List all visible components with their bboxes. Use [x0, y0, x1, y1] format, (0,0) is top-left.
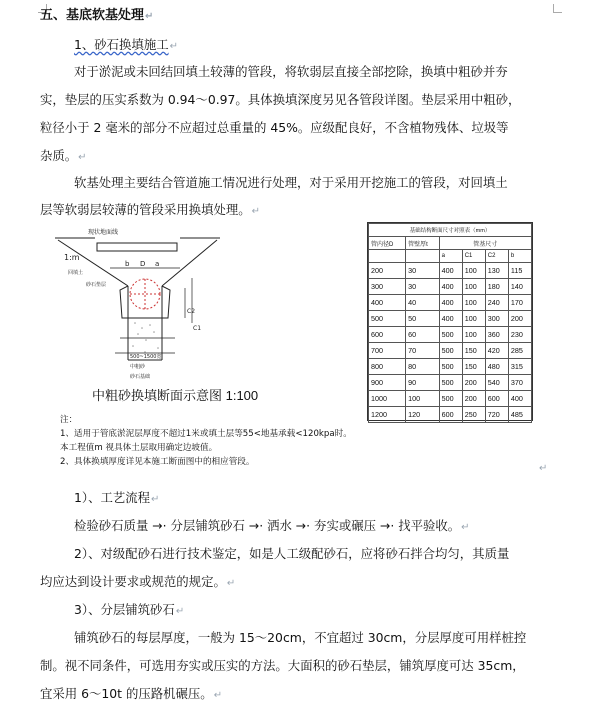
table-cell: 360 — [485, 327, 508, 343]
table-cell: 300 — [485, 311, 508, 327]
table-cell: 400 — [439, 295, 462, 311]
table-cell: 500 — [369, 311, 406, 327]
table-cell: 400 — [369, 295, 406, 311]
table-cell: 70 — [406, 343, 440, 359]
table-header-cell: 管基尺寸 — [439, 237, 531, 250]
table-cell: 80 — [406, 359, 440, 375]
label-ground: 现状地面线 — [88, 229, 119, 236]
table-cell: 150 — [462, 343, 485, 359]
para3-line3: 宜采用 6～10t 的压路机碾压。↵ — [40, 686, 223, 701]
table-cell: 100 — [462, 327, 485, 343]
para1-line1: 对于淤泥或未回结回填土较薄的管段，将软弱层直接全部挖除，换填中粗砂并夯 — [74, 64, 508, 79]
table-cell: 420 — [485, 343, 508, 359]
sub-title-sand-replacement: 1、砂石换填施工↵ — [74, 37, 179, 52]
process-title: 1）、工艺流程↵ — [74, 490, 160, 505]
table-header-cell: C1 — [462, 250, 485, 263]
table-header-cell — [369, 250, 406, 263]
table-cell: 315 — [508, 359, 531, 375]
table-cell: 300 — [369, 279, 406, 295]
table-cell: 100 — [406, 391, 440, 407]
table-cell: 400 — [439, 263, 462, 279]
table-header-cell — [406, 250, 440, 263]
table-cell: 50 — [406, 311, 440, 327]
label-sand: 砂石垫层 — [86, 282, 107, 288]
table-cell: 200 — [462, 391, 485, 407]
table-cell: 500 — [439, 391, 462, 407]
label-width: 500~1500宽 — [130, 354, 162, 360]
table-cell: 285 — [508, 343, 531, 359]
label-gravel: 砂石基础 — [130, 374, 151, 380]
table-cell: 30 — [406, 279, 440, 295]
table-cell: 600 — [485, 391, 508, 407]
table-cell: 100 — [462, 263, 485, 279]
label-medium-sand: 中粗砂 — [130, 364, 146, 370]
table-row — [369, 295, 532, 311]
table-cell: 115 — [508, 263, 531, 279]
table-cell: 100 — [462, 279, 485, 295]
table-row — [369, 407, 532, 423]
table-cell: 180 — [485, 279, 508, 295]
para1-line2: 实，垫层的压实系数为 0.94～0.97。具体换填深度另见各管段详图。垫层采用中粗砂， — [40, 92, 521, 107]
item2-line1: 2）、对级配砂石进行技术鉴定，如是人工级配砂石，应将砂石拌合均匀，其质量 — [74, 546, 510, 561]
table-cell: 500 — [439, 375, 462, 391]
para2-line1: 软基处理主要结合管道施工情况进行处理，对于采用开挖施工的管段，对回填土 — [74, 175, 508, 190]
table-cell: 600 — [369, 327, 406, 343]
table-row — [369, 311, 532, 327]
table-cell: 600 — [439, 407, 462, 423]
table-cell: 40 — [406, 295, 440, 311]
table-cell: 370 — [508, 375, 531, 391]
note-1: 1、适用于管底淤泥层厚度不超过1米或填土层等55<地基承载<120kpa时。 — [60, 429, 352, 439]
para3-line2: 制。视不同条件，可选用夯实或压实的方法。大面积的砂石垫层，铺筑厚度可达 35cm， — [40, 658, 525, 673]
table-title: 基础结构断面尺寸对照表（mm） — [369, 224, 532, 237]
table-row — [369, 359, 532, 375]
table-row — [369, 263, 532, 279]
note-1b: 本工程值m 视具体土层取用确定边坡值。 — [60, 443, 218, 453]
table-cell: 800 — [369, 359, 406, 375]
table-cell: 400 — [439, 311, 462, 327]
label-slope: 1:m — [64, 253, 80, 262]
table-cell: 1000 — [369, 391, 406, 407]
table-cell: 200 — [462, 375, 485, 391]
table-header-cell: b — [508, 250, 531, 263]
table-row — [369, 391, 532, 407]
para1-line3: 粒径小于 2 毫米的部分不应超过总重量的 45%。应级配良好，不含植物残体、垃圾等 — [40, 120, 509, 135]
table-cell: 700 — [369, 343, 406, 359]
para2-line2: 层等软弱层较薄的管段采用换填处理。↵ — [40, 202, 261, 217]
table-cell: 900 — [369, 375, 406, 391]
table-cell: 60 — [406, 327, 440, 343]
figure-caption: 中粗砂换填断面示意图 1:100 — [92, 388, 259, 403]
label-c1: C1 — [193, 325, 202, 332]
section-title: 五、基底软基处理↵ — [40, 8, 154, 23]
label-D: D — [140, 260, 146, 268]
paragraph-mark: ↵ — [539, 463, 548, 474]
table-cell: 540 — [485, 375, 508, 391]
trench-section-figure — [50, 228, 225, 398]
table-cell: 120 — [406, 407, 440, 423]
process-line: 检验砂石质量 →· 分层铺筑砂石 →· 洒水 →· 夯实或碾压 →· 找平验收。↵ — [74, 518, 470, 533]
table-cell: 485 — [508, 407, 531, 423]
table-cell: 720 — [485, 407, 508, 423]
table-cell: 30 — [406, 263, 440, 279]
note-head: 注： — [60, 415, 78, 425]
table-header-cell: C2 — [485, 250, 508, 263]
table-cell: 400 — [508, 391, 531, 407]
table-cell: 480 — [485, 359, 508, 375]
table-header-cell: a — [439, 250, 462, 263]
label-b: b — [125, 260, 130, 268]
table-cell: 90 — [406, 375, 440, 391]
table-header-cell: 管内径D — [369, 237, 406, 250]
para3-line1: 铺筑砂石的每层厚度，一般为 15～20cm，不宜超过 30cm，分层厚度可用样桩控 — [74, 630, 527, 645]
table-row — [369, 327, 532, 343]
table-cell: 400 — [439, 279, 462, 295]
label-a: a — [155, 260, 160, 268]
table-cell: 1200 — [369, 407, 406, 423]
label-backfill: 回填土 — [68, 270, 84, 276]
table-cell: 230 — [508, 327, 531, 343]
table-cell: 250 — [462, 407, 485, 423]
table-cell: 140 — [508, 279, 531, 295]
table-cell: 500 — [439, 327, 462, 343]
table-cell: 200 — [369, 263, 406, 279]
table-cell: 240 — [485, 295, 508, 311]
crop-mark-top-right — [553, 4, 562, 13]
table-cell: 130 — [485, 263, 508, 279]
table-subheader-row — [369, 250, 532, 263]
table-cell: 170 — [508, 295, 531, 311]
table-header-cell: 管壁厚t — [406, 237, 440, 250]
label-c2: C2 — [187, 308, 196, 315]
para1-line4: 杂质。↵ — [40, 148, 87, 163]
table-row — [369, 279, 532, 295]
table-cell: 500 — [439, 343, 462, 359]
table-cell: 100 — [462, 295, 485, 311]
dimension-table — [367, 222, 533, 421]
table-cell: 100 — [462, 311, 485, 327]
table-row — [369, 375, 532, 391]
note-2: 2、具体换填厚度详见本施工断面图中的相应管段。 — [60, 457, 255, 467]
table-cell: 200 — [508, 311, 531, 327]
table-cell: 500 — [439, 359, 462, 375]
item3-title: 3）、分层铺筑砂石↵ — [74, 602, 185, 617]
table-header-row — [369, 237, 532, 250]
table-row — [369, 343, 532, 359]
item2-line2: 均应达到设计要求或规范的规定。↵ — [40, 574, 236, 589]
table-cell: 150 — [462, 359, 485, 375]
